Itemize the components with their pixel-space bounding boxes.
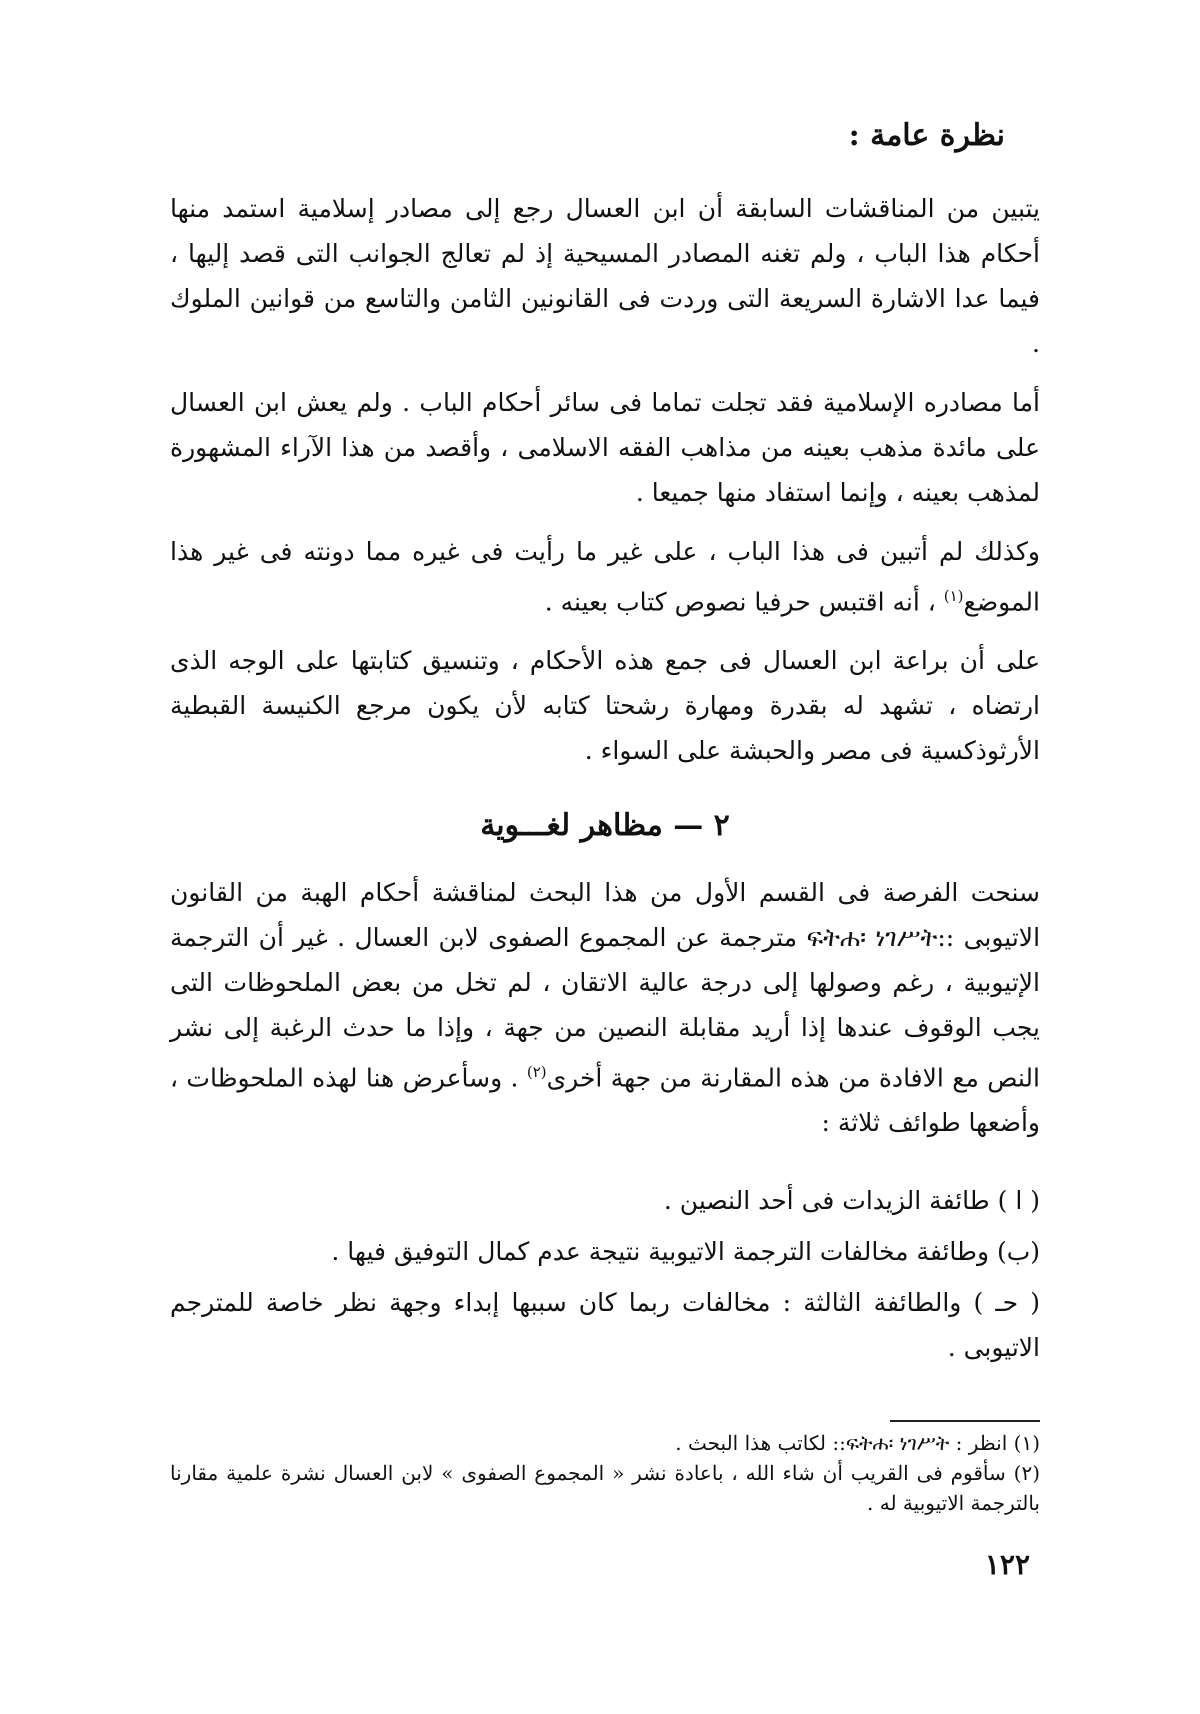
footnote-1-suffix: لكاتب هذا البحث . <box>675 1431 826 1455</box>
paragraph-5-part-1: سنحت الفرصة فى القسم الأول من هذا البحث لمناقشة أحكام الهبة من القانون الاتيوبى <box>170 878 1041 952</box>
paragraph-4: على أن براعة ابن العسال فى جمع هذه الأحكام ، وتنسيق كتابتها على الوجه الذى ارتضاه ، تشهد له بقدرة ومهارة رشحتا كتابه لأن يكون مرجع الكنيسة القبطية الأرثوذكسية فى مصر والحبشة على السواء . <box>170 646 1040 766</box>
footnote-2: (٢) سأقوم فى القريب أن شاء الله ، باعادة نشر « المجموع الصفوى » لابن العسال نشرة علمية مقارنا بالترجمة الاتيوبية له . <box>170 1461 1040 1515</box>
paragraph-5-part-3: . وسأعرض هنا لهذه الملحوظات ، وأضعها طوائف ثلاثة : <box>170 1063 1040 1138</box>
section-heading: نظرة عامة : <box>848 118 1005 153</box>
list-item: ( حـ ) والطائفة الثالثة : مخالفات ربما كان سببها إبداء وجهة نظر خاصة للمترجم الاتيوبى . <box>170 1288 1040 1362</box>
paragraph-5-part-2: مترجمة عن المجموع الصفوى لابن العسال . غير أن الترجمة الإتيوبية ، رغم وصولها إلى درجة عالية الاتقان ، لم تخل من بعض الملحوظات التى يجب الوقوف عندها إذا أريد مقابلة النصين من جهة ، وإذا ما حدث الرغبة إلى نشر النص مع الافادة من هذه المقارنة من جهة أخرى <box>170 923 1040 1093</box>
paragraph-3-tail: ، أنه اقتبس حرفيا نصوص كتاب بعينه . <box>544 587 936 617</box>
footnotes <box>170 1428 1040 1518</box>
paragraph-5 <box>170 870 1040 1145</box>
linguistic-aspects-text <box>170 870 1040 1159</box>
paragraph-3-text: وكذلك لم أتبين فى هذا الباب ، على غير ما رأيت فى غيره مما دونته فى غير هذا الموضع <box>170 537 1040 617</box>
paragraph-1: يتبين من المناقشات السابقة أن ابن العسال رجع إلى مصادر إسلامية استمد منها أحكام هذا الباب ، ولم تغنه المصادر المسيحية إذ لم تعالج الجوانب التى قصد إليها ، فيما عدا الاشارة السريعة التى وردت فى القانونين الثامن والتاسع من قوانين الملوك . <box>170 194 1040 358</box>
paragraph-3 <box>170 529 1040 624</box>
footnote-divider <box>890 1420 1040 1422</box>
footnote-1-prefix: (١) انظر : <box>955 1431 1040 1455</box>
list-item: (ب) وطائفة مخالفات الترجمة الاتيوبية نتيجة عدم كمال التوفيق فيها . <box>331 1237 1040 1266</box>
footnote-1-marker: (١) <box>943 587 964 605</box>
page-number: ١٢٢ <box>984 1548 1030 1581</box>
categories-list <box>170 1178 1040 1376</box>
linguistic-aspects-heading: ٢ — مظاهر لغـــوية <box>480 808 730 843</box>
footnote-1 <box>170 1428 1040 1458</box>
list-item: ( ا ) طائفة الزيدات فى أحد النصين . <box>663 1186 1040 1215</box>
ethiopic-title: ::ፍትሐ፡ ነገሥት <box>806 923 955 952</box>
footnote-2-marker: (٢) <box>526 1063 547 1081</box>
paragraph-2: أما مصادره الإسلامية فقد تجلت تماما فى سائر أحكام الباب . ولم يعش ابن العسال على مائدة مذهب بعينه من مذاهب الفقه الاسلامى ، وأقصد من هذا الآراء المشهورة لمذهب بعينه ، وإنما استفاد منها جميعا . <box>170 388 1040 507</box>
general-overview-text <box>170 186 1040 787</box>
footnote-1-ethiopic: ፍትሐ፡ ነገሥት:: <box>832 1431 950 1455</box>
